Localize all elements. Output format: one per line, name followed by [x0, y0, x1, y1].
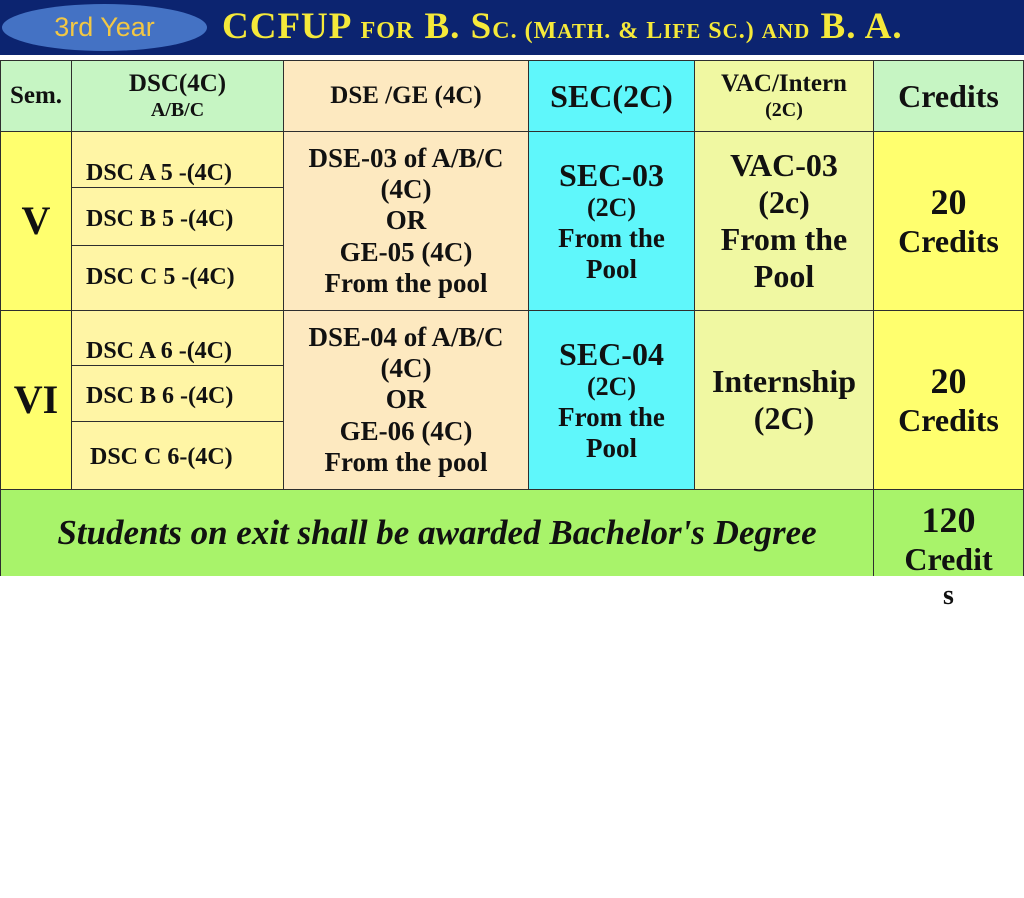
col-header-credits: Credits: [873, 60, 1024, 132]
col-header-sem: Sem.: [0, 60, 72, 132]
dsc-text: DSC A 5 -(4C): [86, 159, 233, 186]
dsc-cell: [71, 245, 284, 311]
dse-line: DSE-03 of A/B/C: [308, 143, 504, 174]
dse-line: (4C): [380, 353, 432, 384]
col-header-vac-line: VAC/Intern: [721, 70, 847, 98]
col-header-sec: SEC(2C): [528, 60, 695, 132]
sec-cell: [528, 310, 695, 490]
title-bar: [0, 0, 1024, 55]
credits-line: 20: [930, 181, 967, 222]
dsc-cell: [71, 187, 284, 246]
sec-line: (2C): [586, 193, 637, 223]
footer-credits-line: 120: [921, 500, 976, 540]
dsc-text: DSC A 6 -(4C): [86, 338, 233, 365]
title-part: C: [492, 18, 511, 44]
dse-line: DSE-04 of A/B/C: [308, 322, 504, 353]
title-part: C: [722, 19, 739, 43]
sec-line: SEC-03: [559, 156, 664, 193]
dsc-cell: [71, 131, 284, 188]
title-part: S: [701, 18, 723, 44]
footer-message-cell: [0, 489, 874, 576]
title-part: AND: [761, 19, 811, 43]
dse-cell: [283, 131, 529, 311]
page-title: [222, 5, 903, 49]
semester-label: VI: [0, 310, 72, 490]
sec-line: From the: [558, 223, 665, 254]
dsc-text: DSC B 5 -(4C): [86, 205, 234, 232]
footer-credits-line: Credit: [904, 541, 993, 578]
dse-line: GE-06 (4C): [339, 415, 473, 446]
vac-line: (2c): [758, 184, 810, 221]
dsc-cell: [71, 310, 284, 366]
credits-line: Credits: [898, 402, 999, 439]
dse-cell: [283, 310, 529, 490]
credits-line: 20: [930, 360, 967, 401]
dse-line: From the pool: [324, 446, 488, 477]
title-part: IFE: [663, 19, 702, 43]
title-part: . (M: [510, 18, 558, 44]
vac-line: (2C): [753, 400, 815, 436]
dsc-text: DSC C 5 -(4C): [86, 264, 235, 291]
credits-cell: [873, 131, 1024, 311]
title-part: CCFUP: [222, 6, 361, 47]
col-header-vac-line: (2C): [765, 98, 803, 121]
footer-message: Students on exit shall be awarded Bachelor's Degree: [57, 512, 817, 552]
vac-line: Pool: [753, 257, 815, 294]
year-badge: 3rd Year: [2, 4, 207, 51]
title-part: .): [738, 18, 762, 44]
dsc-cell: [71, 365, 284, 422]
vac-line: VAC-03: [730, 147, 838, 184]
sec-line: SEC-04: [559, 335, 664, 372]
dse-line: From the pool: [324, 267, 488, 298]
sec-line: From the: [558, 402, 665, 433]
dse-line: OR: [385, 384, 427, 415]
title-part: FOR: [360, 18, 415, 44]
dsc-text: DSC B 6 -(4C): [86, 382, 234, 409]
dse-line: OR: [385, 205, 427, 236]
col-header-dsc-line: A/B/C: [150, 98, 205, 121]
sec-line: Pool: [586, 433, 637, 464]
dse-line: (4C): [380, 174, 432, 205]
sec-cell: [528, 131, 695, 311]
col-header-dsc: [71, 60, 284, 132]
vac-cell: [694, 131, 874, 311]
title-part: B. A.: [810, 6, 903, 47]
vac-line: From the: [720, 221, 848, 257]
col-header-dse: DSE /GE (4C): [283, 60, 529, 132]
sec-line: Pool: [586, 254, 637, 285]
footer-credits-cell: [873, 489, 1024, 612]
vac-cell: [694, 310, 874, 490]
vac-line: Internship: [711, 363, 857, 400]
credits-cell: [873, 310, 1024, 490]
title-part: ATH: [557, 19, 605, 43]
dse-line: GE-05 (4C): [339, 236, 473, 267]
sec-line: (2C): [586, 372, 637, 402]
title-part: . & L: [604, 18, 664, 44]
credits-line: Credits: [898, 223, 999, 260]
semester-label: V: [0, 131, 72, 311]
dsc-text: DSC C 6-(4C): [90, 443, 233, 470]
dsc-cell: [71, 421, 284, 490]
title-part: B. S: [414, 6, 493, 47]
footer-credits-line: s: [943, 580, 954, 612]
col-header-dsc-line: DSC(4C): [128, 70, 227, 98]
col-header-vac: [694, 60, 874, 132]
